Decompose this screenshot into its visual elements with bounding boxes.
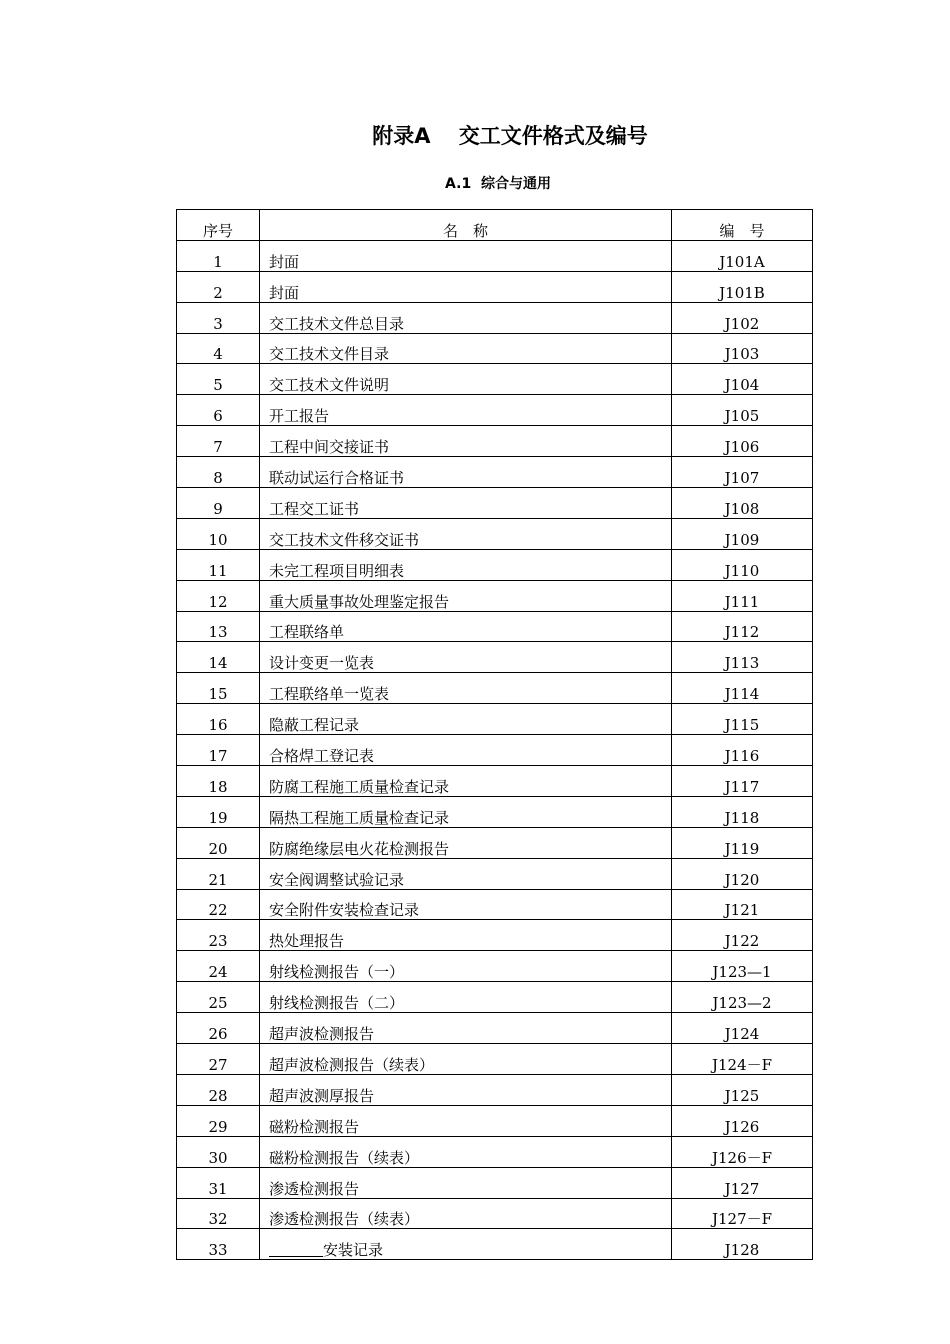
row-code: J128 <box>672 1229 813 1260</box>
row-number: 22 <box>177 889 260 920</box>
row-number: 9 <box>177 488 260 519</box>
table-row <box>177 611 813 642</box>
row-number: 30 <box>177 1136 260 1167</box>
row-code: J108 <box>672 488 813 519</box>
table-row <box>177 766 813 797</box>
row-number: 28 <box>177 1074 260 1105</box>
table-row <box>177 271 813 302</box>
row-number: 20 <box>177 827 260 858</box>
row-number: 8 <box>177 457 260 488</box>
row-code: J117 <box>672 766 813 797</box>
row-code: J114 <box>672 673 813 704</box>
row-number: 24 <box>177 951 260 982</box>
row-name: 射线检测报告（一） <box>260 951 672 982</box>
row-code: J122 <box>672 920 813 951</box>
row-code: J115 <box>672 704 813 735</box>
row-code: J101A <box>672 240 813 271</box>
row-name: 防腐工程施工质量检查记录 <box>260 766 672 797</box>
table-row <box>177 704 813 735</box>
row-code: J123—1 <box>672 951 813 982</box>
table-row <box>177 982 813 1013</box>
row-name: 封面 <box>260 271 672 302</box>
row-code: J102 <box>672 302 813 333</box>
row-name <box>260 1229 672 1260</box>
row-code: J109 <box>672 518 813 549</box>
row-code: J123—2 <box>672 982 813 1013</box>
row-name: 渗透检测报告 <box>260 1167 672 1198</box>
row-name: 隔热工程施工质量检查记录 <box>260 796 672 827</box>
header-code: 编 号 <box>672 210 813 241</box>
row-code: J126 <box>672 1105 813 1136</box>
table-row <box>177 1198 813 1229</box>
row-code: J103 <box>672 333 813 364</box>
row-number: 10 <box>177 518 260 549</box>
row-name: 隐蔽工程记录 <box>260 704 672 735</box>
table-row <box>177 858 813 889</box>
table-row <box>177 1013 813 1044</box>
row-name: 热处理报告 <box>260 920 672 951</box>
row-number: 4 <box>177 333 260 364</box>
table-row <box>177 518 813 549</box>
row-name: 交工技术文件说明 <box>260 364 672 395</box>
section-title: A.1 综合与通用 <box>445 176 551 192</box>
table-row <box>177 1136 813 1167</box>
row-number: 2 <box>177 271 260 302</box>
row-number: 23 <box>177 920 260 951</box>
row-number: 31 <box>177 1167 260 1198</box>
row-code: J125 <box>672 1074 813 1105</box>
table-row <box>177 1074 813 1105</box>
row-name: 开工报告 <box>260 395 672 426</box>
row-code: J120 <box>672 858 813 889</box>
row-name: 未完工程项目明细表 <box>260 549 672 580</box>
table-header-row <box>177 210 813 241</box>
table-row <box>177 240 813 271</box>
row-number: 32 <box>177 1198 260 1229</box>
row-number: 17 <box>177 735 260 766</box>
table-row <box>177 395 813 426</box>
row-code: J112 <box>672 611 813 642</box>
row-name: 交工技术文件移交证书 <box>260 518 672 549</box>
page-title: 附录A 交工文件格式及编号 <box>372 124 648 148</box>
row-code: J126－F <box>672 1136 813 1167</box>
row-code: J127－F <box>672 1198 813 1229</box>
row-code: J124－F <box>672 1044 813 1075</box>
table-row <box>177 1044 813 1075</box>
row-code: J113 <box>672 642 813 673</box>
row-name: 交工技术文件目录 <box>260 333 672 364</box>
table-row <box>177 333 813 364</box>
table-row <box>177 302 813 333</box>
row-name: 交工技术文件总目录 <box>260 302 672 333</box>
row-number: 27 <box>177 1044 260 1075</box>
row-number: 5 <box>177 364 260 395</box>
row-name: 工程联络单 <box>260 611 672 642</box>
row-name: 工程联络单一览表 <box>260 673 672 704</box>
row-code: J124 <box>672 1013 813 1044</box>
table-row <box>177 549 813 580</box>
row-name: 磁粉检测报告（续表） <box>260 1136 672 1167</box>
table-row <box>177 580 813 611</box>
row-name: 联动试运行合格证书 <box>260 457 672 488</box>
row-name: 磁粉检测报告 <box>260 1105 672 1136</box>
row-name: 超声波测厚报告 <box>260 1074 672 1105</box>
row-code: J104 <box>672 364 813 395</box>
table-row <box>177 1167 813 1198</box>
row-name: 工程交工证书 <box>260 488 672 519</box>
row-number: 19 <box>177 796 260 827</box>
header-name: 名 称 <box>260 210 672 241</box>
table-body <box>177 240 813 1259</box>
row-code: J106 <box>672 426 813 457</box>
row-number: 21 <box>177 858 260 889</box>
table-row <box>177 951 813 982</box>
row-name: 射线检测报告（二） <box>260 982 672 1013</box>
row-code: J105 <box>672 395 813 426</box>
row-number: 29 <box>177 1105 260 1136</box>
table-row <box>177 426 813 457</box>
row-number: 6 <box>177 395 260 426</box>
row-name: 超声波检测报告（续表） <box>260 1044 672 1075</box>
blank-fill-line <box>269 1242 323 1257</box>
row-number: 18 <box>177 766 260 797</box>
header-no: 序号 <box>177 210 260 241</box>
row-number: 3 <box>177 302 260 333</box>
row-code: J101B <box>672 271 813 302</box>
row-code: J118 <box>672 796 813 827</box>
row-number: 16 <box>177 704 260 735</box>
row-name: 合格焊工登记表 <box>260 735 672 766</box>
row-name: 重大质量事故处理鉴定报告 <box>260 580 672 611</box>
table-row <box>177 1229 813 1260</box>
row-code: J127 <box>672 1167 813 1198</box>
row-code: J107 <box>672 457 813 488</box>
row-name: 安全附件安装检查记录 <box>260 889 672 920</box>
table-row <box>177 796 813 827</box>
row-name-text: 安装记录 <box>323 1241 384 1260</box>
row-number: 12 <box>177 580 260 611</box>
row-number: 13 <box>177 611 260 642</box>
table-row <box>177 735 813 766</box>
document-table <box>176 209 813 1260</box>
table-row <box>177 889 813 920</box>
row-name: 渗透检测报告（续表） <box>260 1198 672 1229</box>
table-row <box>177 1105 813 1136</box>
table-row <box>177 457 813 488</box>
table-row <box>177 642 813 673</box>
table-row <box>177 827 813 858</box>
row-number: 33 <box>177 1229 260 1260</box>
row-number: 1 <box>177 240 260 271</box>
row-name: 防腐绝缘层电火花检测报告 <box>260 827 672 858</box>
row-code: J111 <box>672 580 813 611</box>
row-name: 设计变更一览表 <box>260 642 672 673</box>
row-code: J116 <box>672 735 813 766</box>
row-number: 26 <box>177 1013 260 1044</box>
row-code: J119 <box>672 827 813 858</box>
row-name: 工程中间交接证书 <box>260 426 672 457</box>
row-number: 14 <box>177 642 260 673</box>
row-number: 11 <box>177 549 260 580</box>
row-code: J121 <box>672 889 813 920</box>
table-row <box>177 488 813 519</box>
table-row <box>177 673 813 704</box>
table-row <box>177 920 813 951</box>
row-number: 15 <box>177 673 260 704</box>
table-row <box>177 364 813 395</box>
row-name: 超声波检测报告 <box>260 1013 672 1044</box>
row-name: 封面 <box>260 240 672 271</box>
row-number: 25 <box>177 982 260 1013</box>
row-name: 安全阀调整试验记录 <box>260 858 672 889</box>
row-number: 7 <box>177 426 260 457</box>
row-code: J110 <box>672 549 813 580</box>
